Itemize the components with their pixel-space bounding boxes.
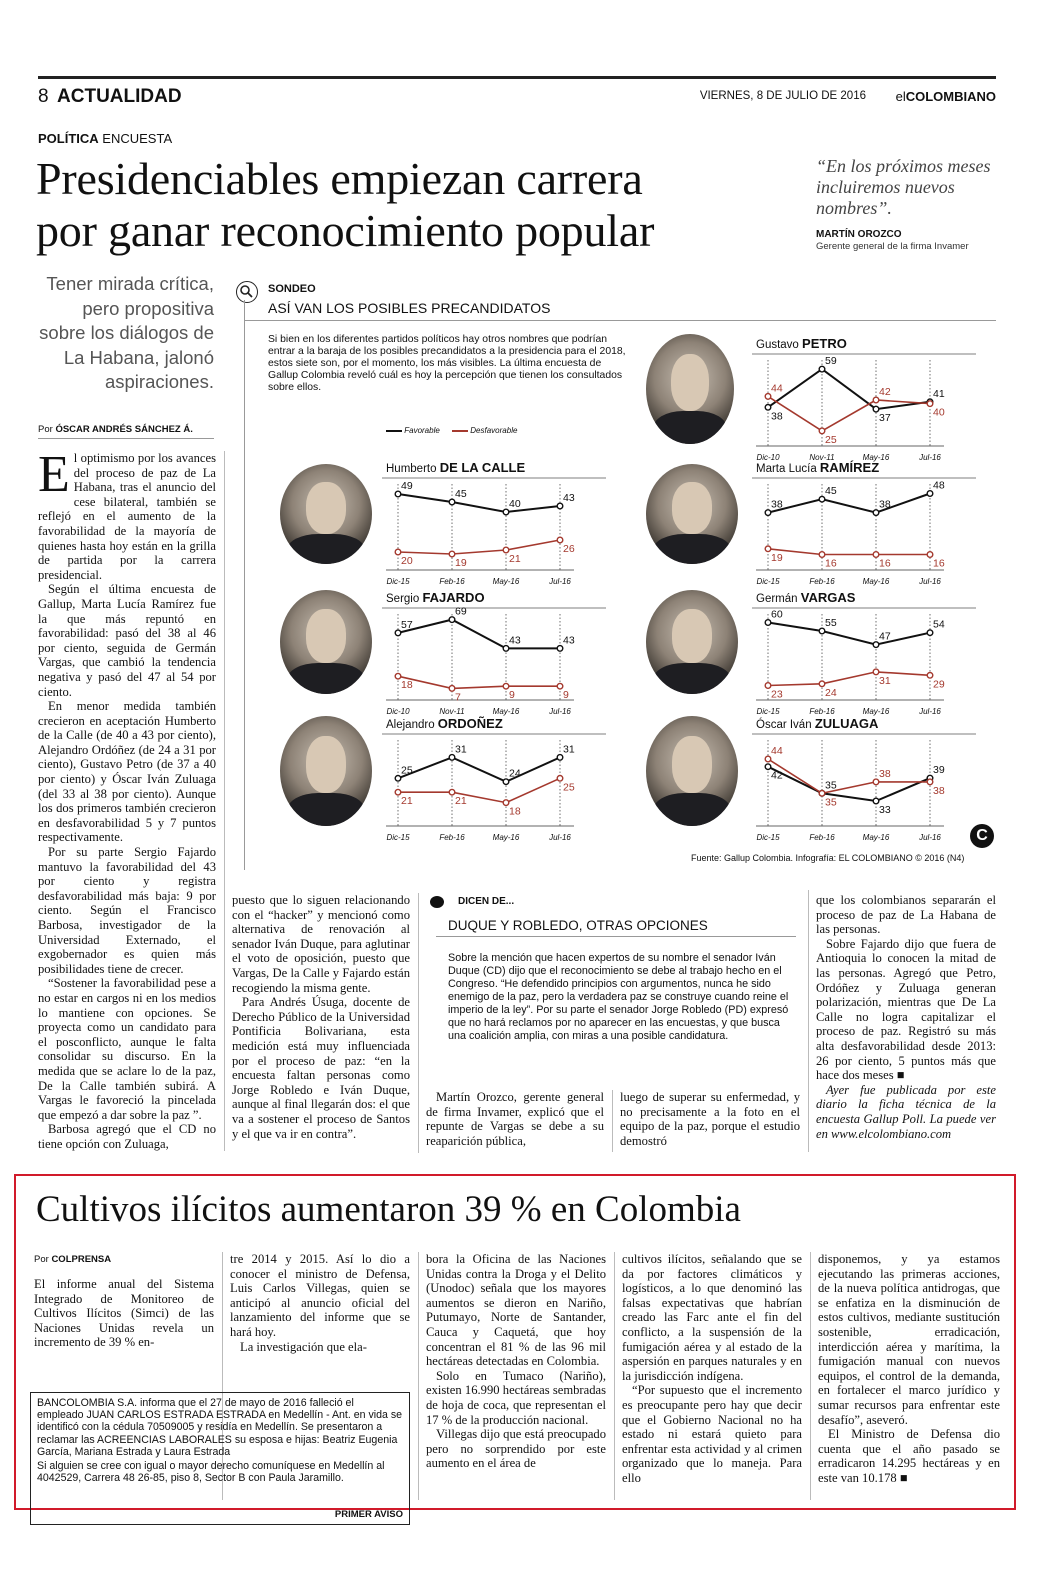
data-label: 39: [933, 764, 945, 777]
favorable-point: [765, 510, 771, 516]
desfavorable-point: [449, 789, 455, 795]
candidate-first-name: Humberto: [386, 463, 440, 475]
title-line-1: Presidenciables empiezan carrera: [36, 153, 643, 204]
newspaper-prefix: el: [895, 89, 906, 104]
paragraph: Barbosa agregó que el CD no tiene opción con Zuluaga,: [38, 1122, 216, 1151]
article-byline: [38, 424, 214, 439]
data-label: 43: [509, 634, 521, 647]
favorable-point: [765, 764, 771, 770]
article2-byline: [34, 1254, 214, 1265]
desfavorable-point: [765, 683, 771, 689]
data-label: 9: [509, 689, 515, 702]
data-label: 38: [771, 498, 783, 511]
data-label: 42: [879, 386, 891, 398]
tick-label: Dic-15: [386, 833, 410, 842]
column-rule: [418, 1252, 419, 1500]
paragraph: Solo en Tumaco (Nariño), existen 16.990 hectáreas sembradas de hoja de coca, que representan el 17 % de la producción nacional.: [426, 1368, 606, 1427]
favorable-line: [768, 623, 930, 645]
desfavorable-point: [557, 683, 563, 689]
data-label: 25: [825, 433, 837, 446]
desfavorable-point: [819, 791, 825, 797]
tick-label: May-16: [862, 577, 890, 586]
desfavorable-line: [398, 778, 560, 802]
favorable-point: [557, 646, 563, 652]
favorable-point: [395, 776, 401, 782]
candidate-charts: [236, 278, 996, 874]
paragraph: La investigación que ela-: [240, 1339, 367, 1354]
tick-label: Jul-16: [919, 707, 941, 716]
data-label: 19: [771, 551, 783, 564]
colombiano-logo: C: [970, 824, 994, 848]
favorable-point: [765, 405, 771, 411]
desfavorable-point: [449, 551, 455, 557]
article2-column-2: [230, 1252, 410, 1354]
data-label: 20: [401, 555, 413, 567]
paragraph: puesto que lo siguen relacionando con el “hacker” y mencionó como alternativa de renovación al senador Iván Duque, para aglutinar el voto de oposición, puesto que Vargas, De la Calle y Fajardo están recogiendo la misma gente.: [232, 893, 410, 995]
infographic-source: Fuente: Gallup Colombia. Infografía: EL COLOMBIANO © 2016 (N4): [691, 853, 965, 863]
kicker-section: POLÍTICA: [38, 131, 99, 146]
tick-label: Dic-15: [756, 707, 780, 716]
desfavorable-line: [768, 549, 930, 555]
article2-column-4: [622, 1252, 802, 1486]
data-label: 25: [401, 764, 413, 777]
desfavorable-point: [765, 756, 771, 762]
candidate-name-4: [756, 590, 856, 605]
paragraph: [38, 446, 216, 582]
section-name: ACTUALIDAD: [57, 86, 182, 107]
kicker-topic: ENCUESTA: [102, 131, 173, 146]
desfavorable-point: [557, 537, 563, 543]
desfavorable-point: [927, 673, 933, 679]
candidate-name-1: [386, 460, 525, 475]
paragraph: cultivos ilícitos, señalando que se da por factores climáticos y logísticos, a lo que denominó las falsas expectativas que habrían creado las Farc ante el fin del conflicto, a la suspensión de la fumigación aérea y al estado de la aspersión en parques naturales y en la jurisdicción indígena.: [622, 1252, 802, 1383]
desfavorable-point: [819, 552, 825, 558]
data-label: 18: [509, 805, 521, 818]
favorable-point: [395, 630, 401, 636]
paragraph: que los colombianos separarán el proceso de paz de La Habana de las personas.: [816, 893, 996, 937]
data-label: 48: [933, 479, 945, 492]
desfavorable-point: [819, 428, 825, 434]
desfavorable-point: [873, 397, 879, 403]
article-title: [36, 153, 654, 257]
tick-label: Dic-10: [386, 707, 410, 716]
data-label: 43: [563, 492, 575, 504]
favorable-point: [819, 366, 825, 372]
candidate-last-name: ORDOÑEZ: [437, 716, 503, 731]
tick-label: Feb-16: [439, 833, 465, 842]
column-rule: [224, 451, 225, 1151]
data-label: 45: [455, 488, 467, 500]
paragraph: “Sostener la favorabilidad pese a no estar en cargos ni en los medios lo mantiene con opciones. Se proyecta como un candidato para el posconflicto, aunque le falta consolidar su discurso. En la medida que se aclare lo de la paz, De la Calle también subirá. A Vargas le favoreció la pincelada que empezó a dar sobre la paz ”.: [38, 976, 216, 1122]
data-label: 44: [771, 382, 783, 395]
candidate-name-5: [386, 716, 503, 731]
data-label: 43: [563, 634, 575, 647]
header-date: VIERNES, 8 DE JULIO DE 2016: [699, 90, 866, 102]
candidate-last-name: DE LA CALLE: [439, 460, 526, 475]
paragraph: bora la Oficina de las Naciones Unidas contra la Droga y el Delito (Unodoc) señala que los mayores aumentos se dieron en Nariño, Putumayo, Norte de Santander, Cauca y Caquetá, que hoy concentran el 81 % de las 96 mil hectáreas detectadas en Colombia.: [426, 1252, 606, 1369]
data-label: 26: [563, 543, 575, 555]
data-label: 31: [879, 674, 891, 687]
byline-name: ÓSCAR ANDRÉS SÁNCHEZ Á.: [55, 424, 193, 435]
page-header: [38, 86, 996, 108]
tick-label: Jul-16: [919, 833, 941, 842]
desfavorable-line: [768, 672, 930, 686]
paragraph: Por su parte Sergio Fajardo mantuvo la favorabilidad del 43 por ciento y registra desfavorabilidad más baja: 9 por ciento. Según el Francisco Barbosa, investigador de la Universidad Externado, el exgobernador es quien más posibilidades tiene de crecer.: [38, 845, 216, 976]
title-line-2: por ganar reconocimiento popular: [36, 205, 655, 256]
favorable-point: [873, 406, 879, 412]
tick-label: May-16: [492, 833, 520, 842]
tick-label: Feb-16: [809, 577, 835, 586]
notice-text-1: BANCOLOMBIA S.A. informa que el 27 de mayo de 2016 falleció el empleado JUAN CARLOS ESTRADA ESTRADA en Medellín - Ant. en vida se identificó con la cédula 70509005 y residía en Medellín. Se presentaron a reclamar las ACREENCIAS LABORALES su esposa e hijas: Beatriz Eugenia García, Mariana Estrada y Laura Estrada: [37, 1397, 403, 1458]
desfavorable-point: [927, 779, 933, 785]
paragraph: luego de superar su enfermedad, y no precisamente a la foto en el equipo de la paz, porque el estudio demostró: [620, 1090, 800, 1148]
tick-label: Feb-16: [809, 833, 835, 842]
favorable-point: [449, 755, 455, 761]
column-rule: [614, 1252, 615, 1500]
candidate-first-name: Alejandro: [386, 719, 438, 731]
article-column-1: [38, 446, 216, 1152]
byline-name: COLPRENSA: [51, 1254, 112, 1265]
desfavorable-point: [503, 800, 509, 806]
data-label: 7: [455, 691, 461, 704]
favorable-line: [398, 757, 560, 781]
desfavorable-point: [819, 681, 825, 687]
candidate-name-0: [756, 336, 847, 351]
article2-column-3: [426, 1252, 606, 1471]
candidate-name-2: [756, 460, 879, 475]
data-label: 21: [401, 795, 413, 808]
desfavorable-point: [873, 669, 879, 675]
dicen-box: [426, 890, 804, 1074]
tick-label: May-16: [862, 833, 890, 842]
desfavorable-line: [398, 676, 560, 688]
candidate-last-name: VARGAS: [800, 590, 856, 605]
article-kicker: [38, 131, 172, 146]
data-label: 21: [455, 795, 467, 808]
tick-label: May-16: [492, 707, 520, 716]
data-label: 45: [825, 485, 837, 498]
drop-cap: E: [38, 446, 70, 503]
data-label: 38: [879, 767, 891, 780]
paragraph: El Ministro de Defensa dio cuenta que el año pasado se erradicaron 14.295 hectáreas y en este van 10.178 ■: [818, 1427, 1000, 1485]
tick-label: Dic-15: [386, 577, 410, 586]
legend-desfavorable: Desfavorable: [470, 426, 518, 435]
data-label: 59: [825, 355, 837, 368]
byline-prefix: Por: [34, 1254, 49, 1265]
tick-label: Jul-16: [549, 707, 571, 716]
quote-role: Gerente general de la firma Invamer: [816, 241, 969, 252]
data-label: 54: [933, 618, 945, 631]
data-label: 42: [771, 769, 783, 782]
newspaper-brand: COLOMBIANO: [905, 89, 996, 104]
byline-prefix: Por: [38, 424, 53, 435]
article-deck: Tener mirada crítica, pero propositiva sobre los diálogos de La Habana, jalonó aspiraciones.: [39, 273, 214, 392]
article2-title: Cultivos ilícitos aumentaron 39 % en Colombia: [36, 1189, 741, 1230]
desfavorable-point: [765, 394, 771, 400]
tick-label: Jul-16: [919, 453, 941, 462]
desfavorable-line: [768, 396, 930, 431]
paragraph: En menor medida también crecieron en aceptación Humberto de la Calle (de 40 a 43 por ciento), Alejandro Ordóñez (de 24 a 31 por ciento), Gustavo Petro (de 37 a 40 por ciento) y Óscar Iván Zuluaga (del 33 al 38 por ciento). Aunque los dos primeros también crecieron en desfavorabilidad 5 y 7 puntos respectivamente.: [38, 699, 216, 845]
sondeo-intro: Si bien en los diferentes partidos políticos hay otros nombres que podrían entrar a la baraja de los posibles precandidatos a la presidencia para el 2018, estos siete son, por el momento, los más visibles. La última encuesta de Gallup Colombia reveló cuál es hoy la percepción que tienen los consultados sobre ellos.: [268, 334, 626, 393]
dicen-label: DICEN DE...: [458, 896, 515, 907]
favorable-point: [873, 510, 879, 516]
desfavorable-point: [873, 552, 879, 558]
candidate-last-name: PETRO: [802, 336, 847, 351]
desfavorable-point: [557, 776, 563, 782]
data-label: 38: [933, 784, 945, 797]
candidate-last-name: RAMÍREZ: [819, 460, 880, 475]
dicen-rule: [436, 936, 796, 937]
data-label: 29: [933, 678, 945, 691]
article2-column-1: [34, 1277, 214, 1350]
data-label: 40: [509, 498, 521, 510]
paragraph: Martín Orozco, gerente general de firma Invamer, explicó que el repunte de Vargas se debe a su reaparición pública,: [426, 1090, 604, 1148]
paragraph: Villegas dijo que está preocupado pero no sorprendido por este aumento en el área de: [426, 1427, 606, 1471]
data-label: 69: [455, 605, 467, 618]
favorable-line: [768, 494, 930, 513]
tick-label: Dic-15: [756, 833, 780, 842]
data-label: 40: [933, 406, 945, 419]
candidate-first-name: Gustavo: [756, 339, 803, 351]
favorable-point: [395, 491, 401, 497]
speech-bubble-icon: [430, 896, 444, 908]
data-label: 49: [401, 480, 413, 492]
tick-label: Jul-16: [549, 577, 571, 586]
dicen-title: DUQUE Y ROBLEDO, OTRAS OPCIONES: [448, 918, 708, 933]
data-label: 24: [825, 686, 837, 699]
tick-label: Jul-16: [919, 577, 941, 586]
data-label: 25: [563, 781, 575, 794]
favorable-point: [873, 642, 879, 648]
desfavorable-line: [398, 540, 560, 554]
tick-label: Nov-11: [439, 707, 465, 716]
desfavorable-point: [395, 789, 401, 795]
paragraph: tre 2014 y 2015. Así lo dio a conocer el ministro de Defensa, Luis Carlos Villegas, quien se anticipó al anuncio oficial del lanzamiento del informe que se hará hoy.: [230, 1252, 410, 1339]
pull-quote: “En los próximos meses incluiremos nuevos nombres”.: [816, 156, 991, 218]
tick-label: Feb-16: [809, 707, 835, 716]
data-label: 31: [563, 743, 575, 756]
legend-favorable: Favorable: [404, 426, 440, 435]
classified-notice: [30, 1392, 410, 1525]
favorable-point: [819, 628, 825, 634]
candidate-last-name: FAJARDO: [422, 590, 485, 605]
data-label: 38: [771, 410, 783, 423]
favorable-point: [557, 755, 563, 761]
header-rule: [38, 76, 996, 79]
tick-label: Dic-10: [756, 453, 780, 462]
page-number: 8: [38, 86, 49, 107]
paragraph: Sobre Fajardo dijo que fuera de Antioquia lo conocen la mitad de las personas. Agregó que Petro, Ordóñez y Zuluaga generan polarización, mientras que De La Calle no logra capitalizar el proceso de paz. Registró su más alta desfavorabilidad desde 2013: 26 por ciento, 5 puntos más que hace dos meses ■: [816, 936, 996, 1083]
data-label: 9: [563, 689, 569, 702]
article-column-4: [620, 1090, 800, 1148]
candidate-last-name: ZULUAGA: [814, 716, 879, 731]
candidate-first-name: Óscar Iván: [756, 719, 815, 731]
data-label: 16: [825, 557, 837, 570]
favorable-line: [398, 494, 560, 512]
notice-tag: PRIMER AVISO: [334, 1508, 403, 1520]
favorable-line: [398, 620, 560, 649]
desfavorable-point: [449, 686, 455, 692]
sondeo-title: ASÍ VAN LOS POSIBLES PRECANDIDATOS: [268, 300, 551, 316]
favorable-point: [765, 620, 771, 626]
column-rule: [612, 1090, 613, 1152]
desfavorable-point: [395, 673, 401, 679]
notice-text-2: Si alguien se cree con igual o mayor derecho comuníquese en Medellín al 4042529, Carrera 48 26-85, piso 8, Sector B con Paula Jaramillo.: [37, 1460, 385, 1485]
favorable-point: [819, 496, 825, 502]
tick-label: Jul-16: [549, 833, 571, 842]
paragraph: “Por supuesto que el incremento es preocupante pero hay que decir que el Gobierno Nacional no ha estado ni estará quieto para enfrentar esta actividad y al crimen organizado que lo maneja. Para ello: [622, 1383, 802, 1485]
data-label: 33: [879, 804, 891, 816]
data-label: 47: [879, 630, 891, 643]
paragraph: Ayer fue publicada por este diario la ficha técnica de la encuesta Gallup Poll. La puede ver en www.elcolombiano.com: [816, 1082, 996, 1141]
paragraph: Según el última encuesta de Gallup, Marta Lucía Ramírez fue la que más repuntó en favorabilidad: pasó del 38 al 46 por ciento, seguida de Germán Vargas, que cambió la tendencia negativa y pasó del 47 al 54 por ciento.: [38, 582, 216, 699]
paragraph: Para Andrés Úsuga, docente de Derecho Público de la Universidad Pontificia Bolivariana, esta medición está muy influenciada por el proceso de paz: “en la encuesta faltan personas como Jorge Robledo e Iván Duque, aunque al final llegarán dos: el que va a sostener el proceso de Santos y el que va ir en contra”.: [232, 995, 410, 1141]
desfavorable-point: [927, 401, 933, 407]
desfavorable-point: [765, 546, 771, 552]
candidate-name-3: [386, 590, 485, 605]
data-label: 38: [879, 498, 891, 511]
data-label: 35: [825, 779, 837, 792]
dicen-text: Sobre la mención que hacen expertos de su nombre el senador Iván Duque (CD) dijo que el reconocimiento se debe al trabajo hecho en el Congreso. “He defendido principios con argumentos, nunca he sido enemigo de la paz, pero la verdadera paz se construye cuando reine el imperio de la ley”. Por su parte el senador Jorge Robledo (PD) expresó que no hará reclamos por no aparecer en las encuestas, y que busca una coalición amplia, con miras a una posible candidatura.: [448, 952, 789, 1042]
sondeo-infographic: [236, 278, 996, 874]
favorable-line: [768, 369, 930, 409]
tick-label: Dic-15: [756, 577, 780, 586]
favorable-point: [927, 630, 933, 636]
desfavorable-point: [503, 547, 509, 553]
newspaper-name: [896, 89, 996, 104]
quote-author: MARTÍN OROZCO: [816, 229, 902, 240]
candidate-name-6: [756, 716, 879, 731]
paragraph-text: l optimismo por los avances del proceso de paz de La Habana, tras el anuncio del cese bilateral, también se reflejó en el aumento de la favorabilidad de la mayoría de quienes hasta hoy están en la grilla de partida por la carrera presidencial.: [38, 451, 216, 582]
favorable-point: [503, 779, 509, 785]
column-rule: [810, 1252, 811, 1500]
favorable-point: [503, 646, 509, 652]
candidate-first-name: Germán: [756, 593, 801, 605]
data-label: 19: [455, 557, 467, 569]
desfavorable-point: [503, 683, 509, 689]
desfavorable-point: [395, 549, 401, 555]
data-label: 37: [879, 412, 891, 425]
candidate-first-name: Sergio: [386, 593, 423, 605]
tick-label: May-16: [492, 577, 520, 586]
paragraph: El informe anual del Sistema Integrado de Monitoreo de Cultivos Ilícitos (Simci) de las Naciones Unidas revela un incremento de 39 % en-: [34, 1277, 214, 1350]
data-label: 16: [933, 557, 945, 570]
tick-label: May-16: [862, 453, 890, 462]
tick-label: Nov-11: [809, 453, 835, 462]
favorable-line: [768, 767, 930, 801]
favorable-point: [503, 509, 509, 515]
favorable-point: [873, 798, 879, 804]
article2-column-5: [818, 1252, 1000, 1486]
data-label: 23: [771, 688, 783, 701]
data-label: 31: [455, 743, 467, 756]
favorable-point: [557, 503, 563, 509]
data-label: 44: [771, 745, 783, 757]
desfavorable-point: [927, 552, 933, 558]
tick-label: Feb-16: [439, 577, 465, 586]
article-column-3: [426, 1090, 604, 1148]
desfavorable-point: [873, 779, 879, 785]
paragraph: disponemos, y ya estamos ejecutando las primeras acciones, de la nueva política antidrogas, que se enfatiza en la disminución de estos cultivos, mediante sustitución sostenible, erradicación, interdicción aérea y marítima, la fumigación manual con nuevos equipos, el control de la demanda, en fortalecer el marco jurídico y sumar recursos para enfrentar este desafío”, aseveró.: [818, 1252, 1000, 1427]
sondeo-label: SONDEO: [268, 283, 316, 295]
data-label: 16: [879, 557, 891, 570]
favorable-point: [449, 617, 455, 623]
data-label: 35: [825, 796, 837, 809]
data-label: 55: [825, 617, 837, 629]
data-label: 18: [401, 679, 413, 692]
article-column-5: [816, 893, 996, 1141]
article-column-2: [232, 893, 410, 1141]
column-rule: [418, 893, 419, 1153]
favorable-point: [927, 491, 933, 497]
data-label: 41: [933, 387, 945, 400]
column-rule: [808, 890, 809, 1152]
data-label: 24: [509, 767, 521, 780]
data-label: 60: [771, 608, 783, 621]
tick-label: May-16: [862, 707, 890, 716]
candidate-first-name: Marta Lucía: [756, 463, 820, 475]
favorable-point: [449, 499, 455, 505]
data-label: 57: [401, 618, 413, 631]
data-label: 21: [509, 553, 521, 565]
